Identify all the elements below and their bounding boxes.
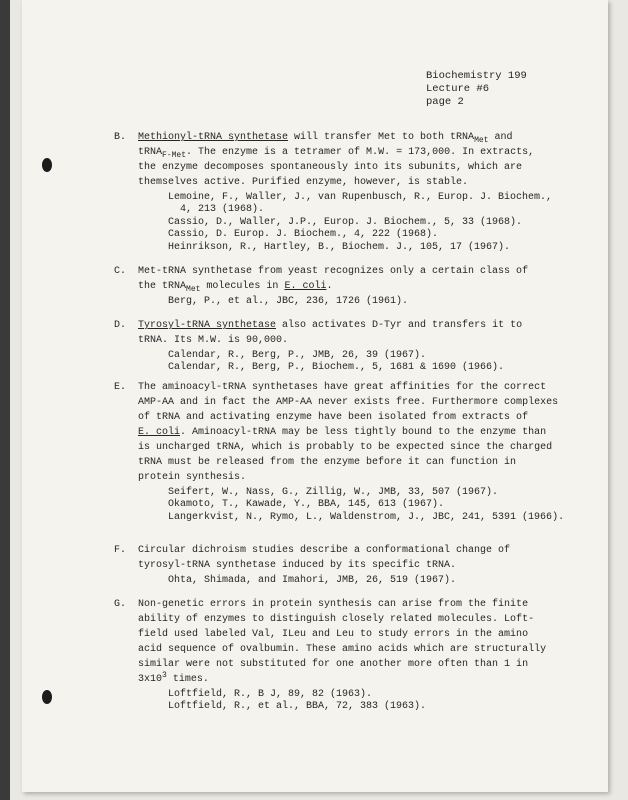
page-header: [426, 70, 527, 109]
section-letter: F.: [114, 545, 127, 556]
reference-list: [168, 575, 566, 587]
reference: Calendar, R., Berg, P., Biochem., 5, 1681 & 1690 (1966).: [168, 362, 505, 374]
paragraph-line: The aminoacyl-tRNA synthetases have great affinities for the correct: [138, 382, 547, 393]
reference: Heinrikson, R., Hartley, B., Biochem. J., 105, 17 (1967).: [168, 241, 511, 253]
reference: Seifert, W., Nass, G., Zillig, W., JMB, 33, 507 (1967).: [168, 487, 499, 498]
section-letter: E.: [114, 382, 127, 393]
paragraph-line: of tRNA and activating enzyme have been isolated from extracts of: [138, 412, 529, 423]
reference-list: [168, 350, 566, 375]
reference: Berg, P., et al., JBC, 236, 1726 (1961).: [168, 296, 409, 307]
paragraph-line: Tyrosyl-tRNA synthetase also activates D-Tyr and transfers it to: [138, 320, 523, 331]
paragraph-line: Methionyl-tRNA synthetase will transfer Met to both tRNA$_{Met}$ and: [138, 132, 513, 145]
paragraph-line: protein synthesis.: [138, 472, 247, 483]
reference-list: [168, 192, 566, 254]
section-f: [114, 543, 566, 587]
punch-hole: [42, 158, 52, 172]
reference: 4, 213 (1968).: [180, 204, 265, 216]
reference: Loftfield, R., B J, 89, 82 (1963).: [168, 689, 373, 700]
paragraph-line: ability of enzymes to distinguish closely related molecules. Loft-: [138, 614, 535, 625]
section-letter: D.: [114, 320, 127, 331]
reference-list: [168, 296, 566, 308]
section-g: [114, 597, 566, 714]
paragraph-line: tRNA must be released from the enzyme before it can function in: [138, 457, 517, 468]
section-letter: B.: [114, 132, 127, 143]
paragraph-line: acid sequence of ovalbumin. These amino acids which are structurally: [138, 644, 547, 655]
reference-list: [168, 689, 566, 714]
section-d: [114, 318, 566, 375]
punch-hole: [42, 690, 52, 704]
course-title: Biochemistry 199: [426, 70, 527, 82]
reference: Ohta, Shimada, and Imahori, JMB, 26, 519 (1967).: [168, 575, 457, 586]
section-c: [114, 264, 566, 308]
paragraph-line: Non-genetic errors in protein synthesis can arise from the finite: [138, 599, 529, 610]
reference: Cassio, D. Europ. J. Biochem., 4, 222 (1968).: [168, 229, 439, 241]
section-e: [114, 380, 566, 524]
paragraph-line: similar were not substituted for one another more often than 1 in: [138, 659, 529, 670]
reference: Loftfield, R., et al., BBA, 72, 383 (1963).: [168, 701, 427, 713]
paragraph-line: themselves active. Purified enzyme, however, is stable.: [138, 177, 469, 188]
paragraph-line: Met-tRNA synthetase from yeast recognizes only a certain class of: [138, 266, 529, 277]
paragraph-line: the tRNA$_{Met}$ molecules in E. coli.: [138, 281, 333, 294]
section-letter: G.: [114, 599, 127, 610]
reference: Okamoto, T., Kawade, Y., BBA, 145, 613 (1967).: [168, 499, 445, 511]
reference-list: [168, 487, 566, 524]
reference: Cassio, D., Waller, J.P., Europ. J. Biochem., 5, 33 (1968).: [168, 216, 523, 228]
document-page: [22, 0, 608, 792]
reference: Calendar, R., Berg, P., JMB, 26, 39 (1967).: [168, 350, 427, 361]
paragraph-line: $3x10^3$ times.: [138, 671, 209, 685]
paragraph-line: tRNA. Its M.W. is 90,000.: [138, 335, 289, 346]
paragraph-line: field used labeled Val, ILeu and Leu to study errors in the amino: [138, 629, 529, 640]
paragraph-line: is uncharged tRNA, which is probably to be expected since the charged: [138, 442, 553, 453]
paragraph-line: E. coli. Aminoacyl-tRNA may be less tightly bound to the enzyme than: [138, 427, 547, 438]
paragraph-line: Circular dichroism studies describe a conformational change of: [138, 545, 511, 556]
paragraph-line: the enzyme decomposes spontaneously into its subunits, which are: [138, 162, 523, 173]
lecture-number: Lecture #6: [426, 83, 490, 95]
reference: Langerkvist, N., Rymo, L., Waldenstrom, J., JBC, 241, 5391 (1966).: [168, 511, 565, 523]
section-letter: C.: [114, 266, 127, 277]
paragraph-line: AMP-AA and in fact the AMP-AA never exists free. Furthermore complexes: [138, 397, 559, 408]
paragraph-line: tyrosyl-tRNA synthetase induced by its specific tRNA.: [138, 560, 457, 571]
page-number: page 2: [426, 96, 464, 108]
reference: Lemoine, F., Waller, J., van Rupenbusch, R., Europ. J. Biochem.,: [168, 192, 553, 203]
paragraph-line: tRNA$_{F-Met}$. The enzyme is a tetramer of M.W. = 173,000. In extracts,: [138, 147, 535, 160]
section-b: [114, 130, 566, 254]
